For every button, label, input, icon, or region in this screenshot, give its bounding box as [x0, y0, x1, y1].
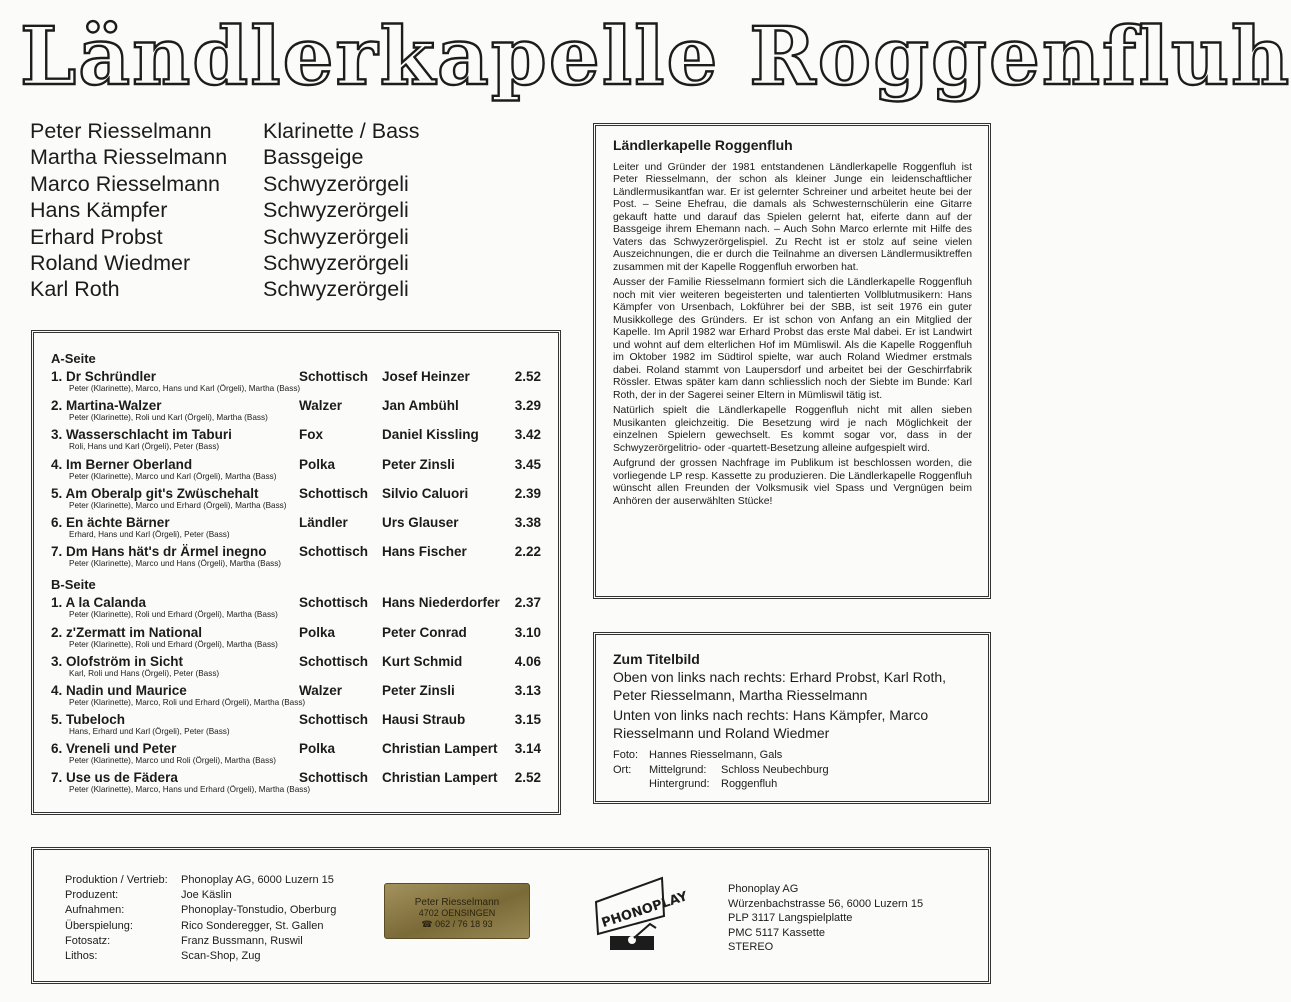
track-number: 7.: [51, 770, 63, 786]
musician-name: Erhard Probst: [30, 224, 163, 249]
track-name: Am Oberalp git's Zwüschehalt: [65, 485, 259, 501]
track-number: 3.: [51, 653, 63, 669]
track-row: [51, 770, 542, 799]
track-composer: Silvio Caluori: [382, 485, 469, 501]
track-style: Fox: [299, 427, 324, 443]
track-players: Peter (Klarinette), Roli und Karl (Örgeli), Martha (Bass): [69, 413, 268, 423]
musician-instrument: Schwyzerörgeli: [263, 251, 409, 276]
cover-heading: Zum Titelbild: [613, 651, 700, 667]
publisher-line: PLP 3117 Langspielplatte: [728, 912, 853, 925]
track-number: 1.: [51, 595, 63, 611]
musician-instrument: Schwyzerörgeli: [263, 224, 409, 249]
track-title: [51, 515, 170, 530]
track-title: [51, 741, 176, 756]
track-title: [51, 427, 232, 442]
track-style: Polka: [299, 456, 336, 472]
track-style: Walzer: [299, 398, 343, 414]
track-number: 3.: [51, 427, 63, 443]
track-composer: Peter Conrad: [382, 624, 467, 640]
track-row: [51, 683, 542, 712]
track-title: [51, 654, 183, 669]
track-style: Schottisch: [299, 595, 369, 611]
publisher-line: Würzenbachstrasse 56, 6000 Luzern 15: [728, 897, 924, 910]
musician-instrument: Klarinette / Bass: [263, 119, 420, 143]
track-style: Ländler: [299, 514, 348, 530]
track-composer: Jan Ambühl: [382, 398, 459, 414]
credit-value: Phonoplay AG, 6000 Luzern 15: [181, 874, 334, 886]
track-players: Roli, Hans und Karl (Örgeli), Peter (Bass): [69, 442, 220, 452]
track-duration: 3.29: [514, 398, 541, 414]
track-style: Schottisch: [299, 712, 369, 728]
cover-top-row: Oben von links nach rechts: Erhard Probst, Karl Roth, Peter Riesselmann, Martha Riesselmann: [613, 669, 947, 703]
track-duration: 2.52: [514, 369, 541, 384]
track-row: [51, 515, 542, 544]
ort-back-label: Hintergrund:: [649, 778, 710, 790]
track-name: Dr Schründler: [66, 369, 157, 384]
album-title: Ländlerkapelle Roggenfluh: [20, 9, 1291, 103]
about-paragraph: Aufgrund der grossen Nachfrage im Publikum ist beschlossen worden, die vorliegende LP resp. Kassette zu produzieren. Die Ländlerkapelle Roggenfluh wünscht allen Freunden der Volksmusik viel Spass und Vergnügen beim Anhören der auserwählten Stücke!: [613, 458, 972, 507]
track-row: [51, 625, 542, 654]
track-name: Olofström in Sicht: [66, 653, 184, 669]
track-players: Erhard, Hans und Karl (Örgeli), Peter (Bass): [69, 529, 230, 539]
track-title: [51, 369, 156, 384]
track-title: [51, 683, 187, 698]
track-composer: Peter Zinsli: [382, 456, 455, 472]
track-name: Nadin und Maurice: [66, 682, 187, 698]
about-heading: Ländlerkapelle Roggenfluh: [613, 137, 793, 153]
credit-label: Produktion / Vertrieb:: [65, 874, 168, 886]
track-players: Peter (Klarinette), Marco, Roli und Erhard (Örgeli), Martha (Bass): [69, 697, 306, 707]
track-title: [51, 398, 162, 413]
track-duration: 3.15: [514, 712, 541, 728]
stamp-name: Peter Riesselmann: [414, 897, 500, 908]
owner-stamp: [384, 883, 530, 939]
cover-foto-line: [613, 748, 972, 763]
musician-instrument: Bassgeige: [263, 145, 364, 170]
credit-label: Fotosatz:: [65, 934, 111, 947]
track-number: 4.: [51, 456, 63, 472]
track-number: 6.: [51, 741, 63, 757]
track-players: Peter (Klarinette), Marco, Hans und Karl (Örgeli), Martha (Bass): [69, 384, 301, 393]
track-style: Schottisch: [299, 369, 369, 384]
cover-ort-line-2: [613, 777, 972, 792]
track-style: Schottisch: [299, 544, 369, 560]
track-name: Use us de Fädera: [66, 770, 178, 786]
track-number: 2.: [51, 398, 63, 414]
side-title: B-Seite: [51, 577, 96, 593]
track-number: 4.: [51, 682, 63, 698]
credit-value: Franz Bussmann, Ruswil: [181, 934, 303, 947]
track-players: Karl, Roli und Hans (Örgeli), Peter (Bass): [69, 668, 220, 678]
musician-instrument: Schwyzerörgeli: [263, 277, 409, 302]
musician-name: Roland Wiedmer: [30, 251, 191, 276]
track-duration: 2.39: [514, 485, 541, 501]
track-name: Im Berner Oberland: [66, 456, 193, 472]
cover-ort-line: [613, 763, 972, 778]
musician-row: [30, 144, 420, 170]
publisher-line: STEREO: [728, 941, 774, 954]
track-composer: Hans Fischer: [382, 544, 467, 560]
ort-mid-value: Schloss Neubechburg: [721, 763, 829, 776]
musician-name: Hans Kämpfer: [30, 198, 168, 223]
stamp-phone: ☎ 062 / 76 18 93: [421, 919, 493, 929]
track-composer: Daniel Kissling: [382, 427, 479, 443]
side-title: A-Seite: [51, 351, 96, 366]
track-composer: Hausi Straub: [382, 712, 466, 728]
credit-label: Lithos:: [65, 950, 98, 963]
track-style: Polka: [299, 624, 336, 640]
musician-list: [30, 118, 420, 303]
logo-text: PHONOPLAY: [599, 889, 690, 932]
credit-label: Aufnahmen:: [65, 904, 125, 917]
track-players: Peter (Klarinette), Marco und Roli (Örgeli), Martha (Bass): [69, 756, 277, 766]
credit-labels: [65, 873, 168, 964]
track-players: Peter (Klarinette), Roli und Erhard (Örgeli), Martha (Bass): [69, 610, 278, 620]
musician-row: [30, 118, 420, 144]
track-name: A la Calanda: [65, 595, 147, 611]
ort-back-value: Roggenfluh: [721, 778, 778, 790]
stamp-place: 4702 OENSINGEN: [418, 908, 496, 918]
foto-label: Foto:: [613, 749, 639, 761]
musician-row: [30, 276, 420, 302]
track-title: [51, 625, 202, 640]
publisher-line: PMC 5117 Kassette: [728, 926, 826, 939]
track-players: Peter (Klarinette), Roli und Erhard (Örgeli), Martha (Bass): [69, 639, 278, 649]
credit-values: [181, 873, 336, 964]
track-players: Peter (Klarinette), Marco und Hans (Örgeli), Martha (Bass): [69, 559, 282, 569]
musician-name: Peter Riesselmann: [30, 119, 212, 143]
track-row: [51, 427, 542, 456]
track-row: [51, 398, 542, 427]
track-composer: Christian Lampert: [382, 741, 498, 757]
track-number: 5.: [51, 485, 63, 501]
track-row: [51, 486, 542, 515]
track-players: Hans, Erhard und Karl (Örgeli), Peter (Bass): [69, 727, 230, 737]
track-row: [51, 654, 542, 683]
track-duration: 3.13: [514, 682, 541, 698]
track-title: [51, 544, 267, 559]
phonoplay-logo-icon: [590, 872, 690, 956]
track-title: [51, 770, 178, 785]
track-composer: Hans Niederdorfer: [382, 595, 500, 611]
musician-instrument: Schwyzerörgeli: [263, 171, 409, 196]
publisher-info: [728, 882, 923, 955]
track-row: [51, 457, 542, 486]
about-paragraph: Natürlich spielt die Ländlerkapelle Roggenfluh nicht mit allen sieben Musikanten gleichzeitig. Die Besetzung wird je nach Möglichkeit der einzelnen Spielern gewechselt. Es kommt sogar vor, dass in der Schwyzerörgelitrio- oder -quartett-Besetzung alleine aufgespielt wird.: [613, 405, 972, 454]
ort-mid-label: Mittelgrund:: [649, 763, 707, 776]
credits-box: [31, 847, 991, 984]
track-duration: 2.37: [514, 595, 541, 611]
cover-photo-box: [593, 632, 991, 804]
track-players: Peter (Klarinette), Marco und Karl (Örgeli), Martha (Bass): [69, 471, 277, 481]
track-row: [51, 544, 542, 573]
track-title: [51, 457, 192, 472]
track-style: Schottisch: [299, 770, 369, 786]
track-number: 2.: [51, 624, 63, 640]
publisher-line: Phonoplay AG: [728, 883, 799, 895]
musician-name: Marco Riesselmann: [30, 171, 220, 196]
track-style: Schottisch: [299, 485, 369, 501]
track-title: [51, 486, 259, 501]
about-paragraph: Ausser der Familie Riesselmann formiert sich die Ländlerkapelle Roggenfluh noch mit vier weiteren begeisterten und talentierten Vollblutmusikern: Hans Kämpfer von Ursenbach, Lokführer bei der SBB, ist seit 1976 ein guter Musikkollege des Gründers. Er ist schon von Anfang an ein Mitglied der Kapelle. Im April 1982 war Erhard Probst das erste Mal dabei. Er ist Landwirt und wohnt auf dem elterlichen Hof im Mümliswil. Als die Kapelle Roggenfluh im Oktober 1982 im Südtirol spielte, war auch Roland Wiedmer erstmals dabei. Roland stammt von Laupersdorf und arbeitet bei der Geschirrfabrik Rössler. Etwas später kam dann schliesslich noch der Siebte im Bunde: Karl Roth, der in der Sagerei seiner Eltern in Mümliswil tätig ist.: [613, 277, 972, 401]
musician-row: [30, 224, 420, 250]
musician-row: [30, 250, 420, 276]
foto-value: Hannes Riesselmann, Gals: [649, 749, 783, 761]
track-name: Martina-Walzer: [66, 398, 162, 414]
musician-name: Martha Riesselmann: [30, 145, 228, 170]
track-duration: 3.14: [514, 741, 541, 757]
credit-label: Überspielung:: [65, 919, 133, 932]
track-composer: Josef Heinzer: [382, 369, 470, 384]
track-number: 5.: [51, 712, 63, 728]
track-composer: Urs Glauser: [382, 514, 459, 530]
musician-row: [30, 197, 420, 223]
track-style: Walzer: [299, 682, 343, 698]
track-title: [51, 595, 146, 610]
track-number: 6.: [51, 514, 63, 530]
track-style: Schottisch: [299, 653, 369, 669]
track-name: En ächte Bärner: [66, 514, 170, 530]
track-row: [51, 369, 542, 398]
track-duration: 3.45: [514, 456, 541, 472]
track-name: Tubeloch: [66, 712, 126, 728]
track-players: Peter (Klarinette), Marco und Erhard (Örgeli), Martha (Bass): [69, 500, 287, 510]
track-composer: Peter Zinsli: [382, 682, 455, 698]
track-duration: 3.38: [514, 514, 541, 530]
musician-name: Karl Roth: [30, 277, 120, 302]
track-composer: Christian Lampert: [382, 770, 498, 786]
track-duration: 3.42: [514, 427, 541, 443]
track-number: 1.: [51, 369, 63, 384]
track-duration: 4.06: [514, 653, 541, 669]
tracklist-box: [31, 330, 561, 815]
track-players: Peter (Klarinette), Marco, Hans und Erhard (Örgeli), Martha (Bass): [69, 785, 311, 795]
ort-label: Ort:: [613, 763, 632, 776]
musician-row: [30, 171, 420, 197]
about-paragraph: Leiter und Gründer der 1981 entstandenen Ländlerkapelle Roggenfluh ist Peter Riesselmann, der schon als kleiner Junge ein leidenschaftlicher Ländlermusikantfan war. Er ist gelernter Schreiner und arbeitet heute bei der Post. – Seine Ehefrau, die damals als Schwesternschülerin eine Gitarre gekauft hatte und darauf das Spielen gelernt hat, eiferte dann auf der Bassgeige ihrem Ehemann nach. – Auch Sohn Marco erlernte mit Hilfe des Vaters das Schwyzerörgelispiel. Zu Recht ist er stolz auf seine vielen Auszeichnungen, die er durch die Teilnahme an diversen Ländlermusiktreffen zusammen mit der Kapelle Roggenfluh erworben hat.: [613, 161, 972, 273]
track-title: [51, 712, 125, 727]
cover-bottom-row: Unten von links nach rechts: Hans Kämpfer, Marco Riesselmann und Roland Wiedmer: [613, 707, 929, 741]
track-number: 7.: [51, 544, 63, 560]
credit-label: Produzent:: [65, 889, 119, 902]
track-row: [51, 741, 542, 770]
track-row: [51, 712, 542, 741]
musician-instrument: Schwyzerörgeli: [263, 198, 409, 223]
track-name: Wasserschlacht im Taburi: [66, 427, 232, 443]
about-box: [593, 123, 991, 599]
track-name: Vreneli und Peter: [66, 741, 177, 757]
track-composer: Kurt Schmid: [382, 653, 463, 669]
track-duration: 3.10: [514, 624, 541, 640]
track-style: Polka: [299, 741, 336, 757]
track-name: z'Zermatt im National: [66, 624, 203, 640]
track-name: Dm Hans hät's dr Ärmel inegno: [66, 544, 267, 560]
track-row: [51, 595, 542, 624]
credit-value: Phonoplay-Tonstudio, Oberburg: [181, 904, 337, 917]
credit-value: Rico Sonderegger, St. Gallen: [181, 919, 324, 932]
credit-value: Joe Käslin: [181, 889, 232, 902]
credit-value: Scan-Shop, Zug: [181, 950, 261, 963]
track-duration: 2.52: [514, 770, 541, 786]
track-duration: 2.22: [514, 544, 541, 560]
